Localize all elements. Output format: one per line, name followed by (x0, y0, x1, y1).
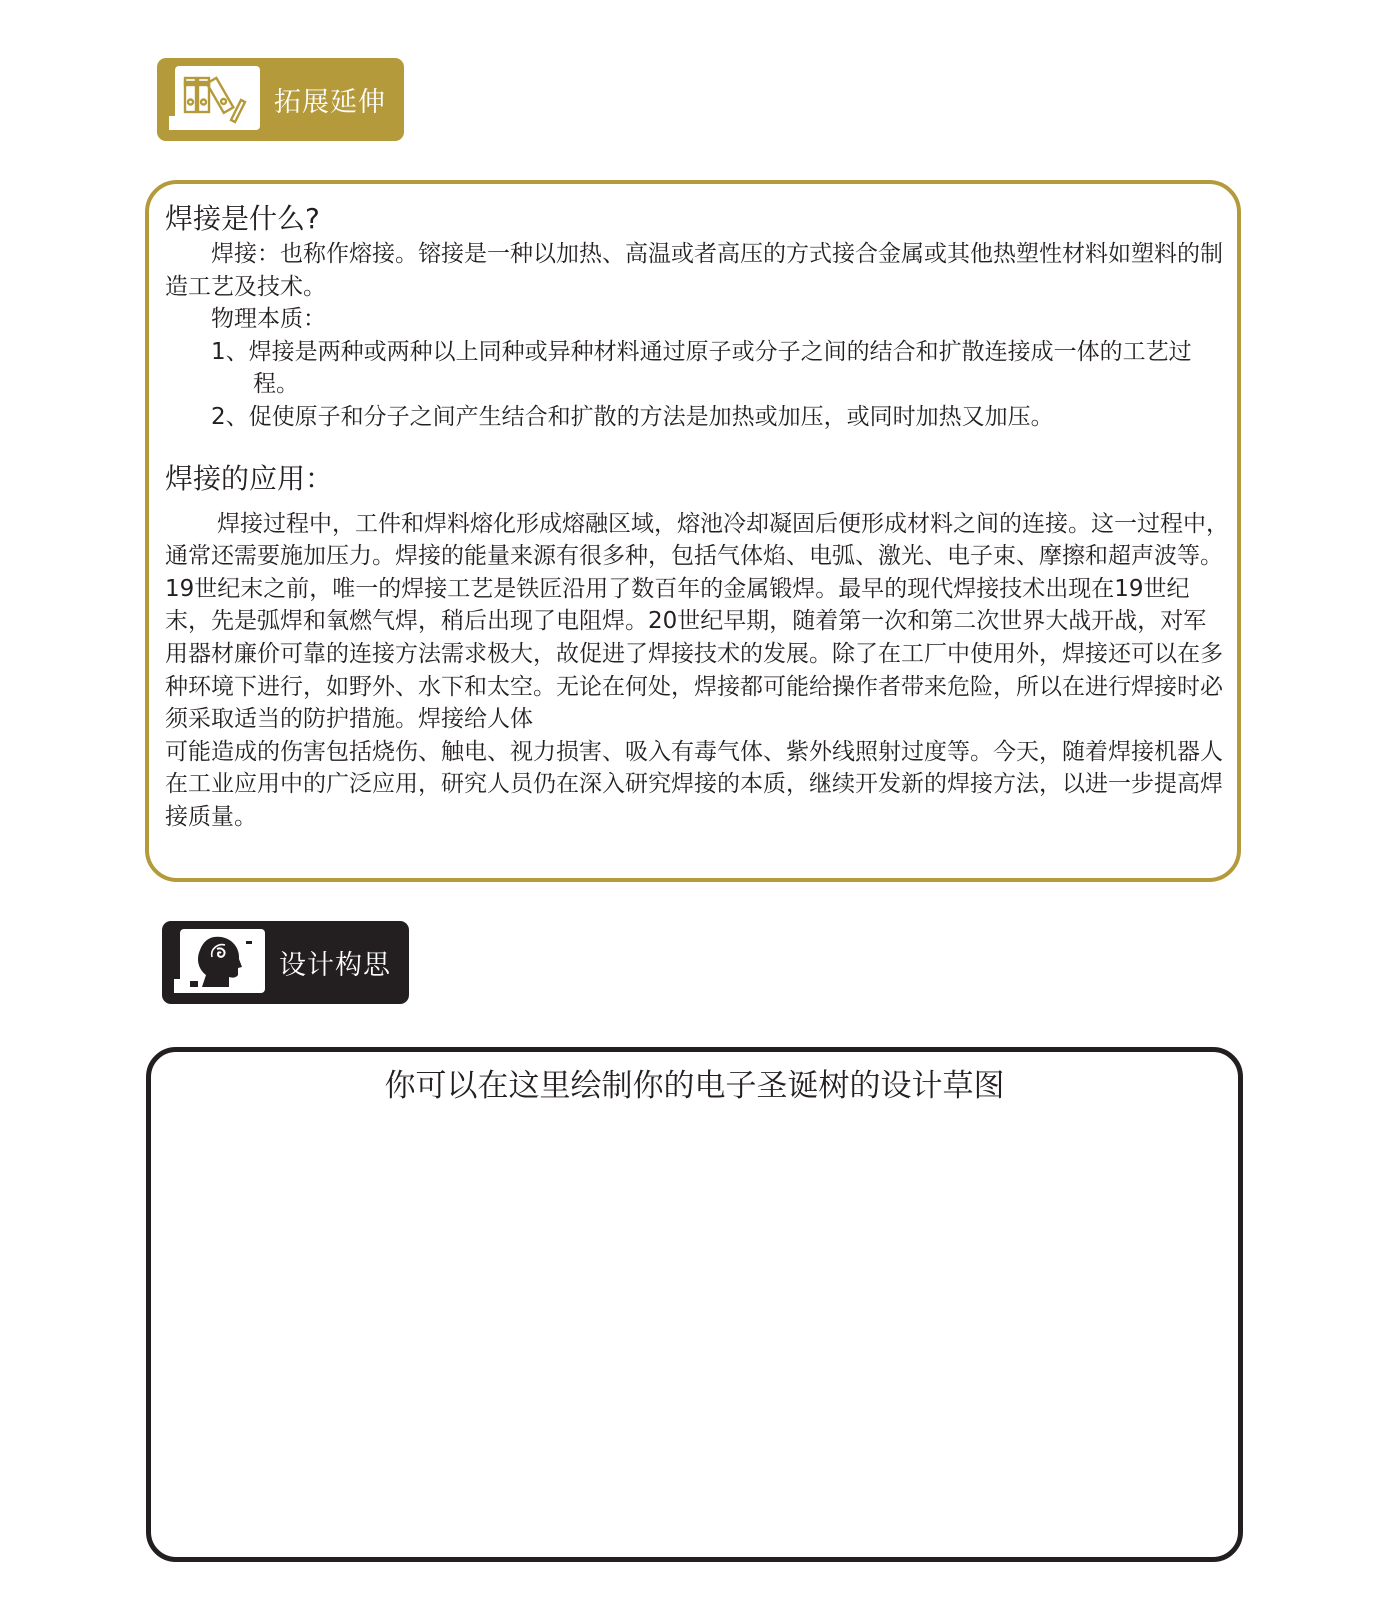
welding-info-panel (145, 180, 1241, 882)
what-is-welding-heading: 焊接是什么? (165, 202, 320, 235)
physics-point: 1、焊接是两种或两种以上同种或异种材料通过原子或分子之间的结合和扩散连接成一体的工艺过程。 (211, 338, 1192, 398)
sketch-area-title: 你可以在这里绘制你的电子圣诞树的设计草图 (384, 1068, 1005, 1104)
physics-label: 物理本质： (211, 306, 326, 333)
physics-point: 2、促使原子和分子之间产生结合和扩散的方法是加热或加压，或同时加热又加压。 (211, 403, 1054, 430)
applications-paragraph: 可能造成的伤害包括烧伤、触电、视力损害、吸入有毒气体、紫外线照射过度等。今天，随着焊接机器人在工业应用中的广泛应用，研究人员仍在深入研究焊接的本质，继续开发新的焊接方法，以进一步提高焊接质量。 (165, 738, 1223, 830)
applications-paragraph: 焊接过程中，工件和焊料熔化形成熔融区域，熔池冷却凝固后便形成材料之间的连接。这一过程中，通常还需要施加压力。焊接的能量来源有很多种，包括气体焰、电弧、激光、电子束、摩擦和超声波等。19世纪末之前，唯一的焊接工艺是铁匠沿用了数百年的金属锻焊。最早的现代焊接技术出现在19世纪末，先是弧焊和氧燃气焊，稍后出现了电阻焊。20世纪早期，随着第一次和第二次世界大战开战，对军用器材廉价可靠的连接方法需求极大，故促进了焊接技术的发展。除了在工厂中使用外，焊接还可以在多种环境下进行，如野外、水下和太空。无论在何处，焊接都可能给操作者带来危险，所以在进行焊接时必须采取适当的防护措施。焊接给人体 (165, 510, 1229, 733)
welding-applications-heading: 焊接的应用： (165, 461, 334, 495)
extension-section-badge (157, 58, 404, 141)
sketch-area[interactable] (146, 1047, 1243, 1562)
thinking-head-icon (184, 931, 260, 991)
binders-icon (179, 68, 255, 128)
badge-title: 设计构思 (279, 950, 391, 981)
welding-definition: 焊接：也称作熔接。镕接是一种以加热、高温或者高压的方式接合金属或其他热塑性材料如塑料的制造工艺及技术。 (165, 241, 1223, 300)
badge-title: 拓展延伸 (274, 87, 386, 118)
design-section-badge (162, 921, 409, 1004)
